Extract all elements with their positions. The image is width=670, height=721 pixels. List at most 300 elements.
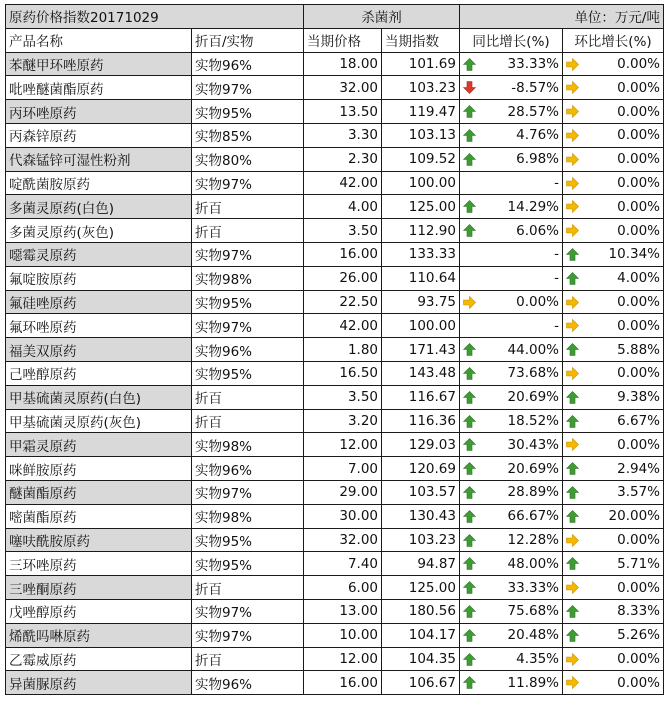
yoy-value: 0.00% <box>516 293 559 310</box>
index-cell: 104.17 <box>382 623 460 647</box>
product-name-cell: 戊唑醇原药 <box>6 599 192 623</box>
column-header-basis: 折百/实物 <box>192 28 304 52</box>
mom-value: 0.00% <box>617 127 660 144</box>
mom-value: 10.34% <box>608 246 660 263</box>
mom-change-cell <box>563 457 664 481</box>
right-arrow-icon <box>566 105 579 118</box>
price-cell: 3.20 <box>304 409 382 433</box>
table-row <box>6 576 664 600</box>
yoy-value: 20.69% <box>507 389 559 406</box>
up-arrow-icon <box>566 462 579 475</box>
index-cell: 103.23 <box>382 76 460 100</box>
yoy-value: 4.76% <box>516 127 559 144</box>
mom-change-cell <box>563 147 664 171</box>
mom-value: 5.88% <box>617 341 660 358</box>
price-index-sheet <box>5 4 663 717</box>
price-cell: 18.00 <box>304 52 382 76</box>
yoy-value: 4.35% <box>516 650 559 667</box>
up-arrow-icon <box>463 129 476 142</box>
yoy-value: - <box>554 174 559 191</box>
basis-cell: 实物85% <box>192 123 304 147</box>
yoy-change-cell <box>460 457 563 481</box>
table-row <box>6 480 664 504</box>
table-row <box>6 52 664 76</box>
basis-cell: 实物95% <box>192 552 304 576</box>
yoy-value: 44.00% <box>507 341 559 358</box>
product-name-cell: 嘧菌酯原药 <box>6 504 192 528</box>
up-arrow-icon <box>566 343 579 356</box>
product-name-cell: 苯醚甲环唑原药 <box>6 52 192 76</box>
mom-change-cell <box>563 671 664 695</box>
yoy-value: 73.68% <box>507 365 559 382</box>
index-cell: 106.67 <box>382 671 460 695</box>
column-header-name: 产品名称 <box>6 28 192 52</box>
table-row <box>6 290 664 314</box>
yoy-change-cell <box>460 623 563 647</box>
index-cell: 103.57 <box>382 480 460 504</box>
column-header-price: 当期价格 <box>304 28 382 52</box>
price-cell: 32.00 <box>304 76 382 100</box>
yoy-value: 33.33% <box>507 579 559 596</box>
price-cell: 32.00 <box>304 528 382 552</box>
basis-cell: 实物98% <box>192 266 304 290</box>
table-row <box>6 76 664 100</box>
up-arrow-icon <box>463 557 476 570</box>
mom-value: 0.00% <box>617 650 660 667</box>
index-cell: 100.00 <box>382 314 460 338</box>
right-arrow-icon <box>463 296 476 309</box>
up-arrow-icon <box>566 415 579 428</box>
index-cell: 103.13 <box>382 123 460 147</box>
yoy-value: 18.52% <box>507 412 559 429</box>
yoy-change-cell <box>460 52 563 76</box>
basis-cell: 折百 <box>192 219 304 243</box>
up-arrow-icon <box>463 676 476 689</box>
mom-change-cell <box>563 480 664 504</box>
yoy-change-cell <box>460 171 563 195</box>
price-cell: 1.80 <box>304 338 382 362</box>
index-cell: 119.47 <box>382 100 460 124</box>
yoy-change-cell <box>460 433 563 457</box>
table-row <box>6 433 664 457</box>
product-name-cell: 乙霉威原药 <box>6 647 192 671</box>
up-arrow-icon <box>566 605 579 618</box>
yoy-value: 48.00% <box>507 555 559 572</box>
table-row <box>6 242 664 266</box>
table-title: 原药价格指数20171029 <box>6 5 304 29</box>
yoy-change-cell <box>460 647 563 671</box>
column-header-index: 当期指数 <box>382 28 460 52</box>
yoy-value: 33.33% <box>507 55 559 72</box>
mom-change-cell <box>563 552 664 576</box>
mom-change-cell <box>563 599 664 623</box>
mom-value: 6.67% <box>617 412 660 429</box>
mom-change-cell <box>563 409 664 433</box>
index-cell: 101.69 <box>382 52 460 76</box>
mom-value: 20.00% <box>608 508 660 525</box>
price-cell: 13.50 <box>304 100 382 124</box>
up-arrow-icon <box>463 486 476 499</box>
price-cell: 16.00 <box>304 671 382 695</box>
table-row <box>6 338 664 362</box>
mom-change-cell <box>563 219 664 243</box>
yoy-value: 14.29% <box>507 198 559 215</box>
up-arrow-icon <box>463 438 476 451</box>
table-row <box>6 457 664 481</box>
price-cell: 4.00 <box>304 195 382 219</box>
product-name-cell: 己唑醇原药 <box>6 361 192 385</box>
yoy-change-cell <box>460 266 563 290</box>
basis-cell: 折百 <box>192 409 304 433</box>
price-cell: 3.30 <box>304 123 382 147</box>
yoy-value: 28.89% <box>507 484 559 501</box>
mom-value: 0.00% <box>617 579 660 596</box>
index-cell: 104.35 <box>382 647 460 671</box>
product-name-cell: 咪鲜胺原药 <box>6 457 192 481</box>
mom-change-cell <box>563 314 664 338</box>
up-arrow-icon <box>566 248 579 261</box>
table-row <box>6 219 664 243</box>
category-label: 杀菌剂 <box>304 5 460 29</box>
table-row <box>6 647 664 671</box>
up-arrow-icon <box>566 272 579 285</box>
mom-value: 0.00% <box>617 198 660 215</box>
product-name-cell: 噁霉灵原药 <box>6 242 192 266</box>
up-arrow-icon <box>566 557 579 570</box>
basis-cell: 实物95% <box>192 361 304 385</box>
yoy-value: 20.69% <box>507 460 559 477</box>
table-row <box>6 266 664 290</box>
table-row <box>6 409 664 433</box>
price-cell: 42.00 <box>304 314 382 338</box>
basis-cell: 实物80% <box>192 147 304 171</box>
mom-change-cell <box>563 52 664 76</box>
product-name-cell: 福美双原药 <box>6 338 192 362</box>
price-cell: 22.50 <box>304 290 382 314</box>
basis-cell: 实物97% <box>192 314 304 338</box>
mom-value: 0.00% <box>617 531 660 548</box>
price-cell: 6.00 <box>304 576 382 600</box>
product-name-cell: 丙环唑原药 <box>6 100 192 124</box>
product-name-cell: 多菌灵原药(白色) <box>6 195 192 219</box>
up-arrow-icon <box>463 462 476 475</box>
title-row <box>6 5 664 29</box>
basis-cell: 实物98% <box>192 433 304 457</box>
yoy-value: 66.67% <box>507 508 559 525</box>
product-name-cell: 代森锰锌可湿性粉剂 <box>6 147 192 171</box>
up-arrow-icon <box>463 200 476 213</box>
up-arrow-icon <box>463 605 476 618</box>
up-arrow-icon <box>463 510 476 523</box>
up-arrow-icon <box>566 486 579 499</box>
mom-change-cell <box>563 576 664 600</box>
product-name-cell: 甲基硫菌灵原药(灰色) <box>6 409 192 433</box>
mom-change-cell <box>563 338 664 362</box>
mom-value: 0.00% <box>617 79 660 96</box>
price-cell: 30.00 <box>304 504 382 528</box>
right-arrow-icon <box>566 653 579 666</box>
index-cell: 103.23 <box>382 528 460 552</box>
basis-cell: 实物95% <box>192 100 304 124</box>
yoy-value: 12.28% <box>507 531 559 548</box>
yoy-change-cell <box>460 576 563 600</box>
price-cell: 3.50 <box>304 385 382 409</box>
product-name-cell: 噻呋酰胺原药 <box>6 528 192 552</box>
index-cell: 130.43 <box>382 504 460 528</box>
basis-cell: 实物96% <box>192 457 304 481</box>
price-cell: 12.00 <box>304 647 382 671</box>
basis-cell: 折百 <box>192 385 304 409</box>
mom-change-cell <box>563 123 664 147</box>
basis-cell: 实物96% <box>192 52 304 76</box>
yoy-change-cell <box>460 361 563 385</box>
up-arrow-icon <box>463 153 476 166</box>
index-cell: 93.75 <box>382 290 460 314</box>
yoy-value: - <box>554 246 559 263</box>
index-cell: 125.00 <box>382 576 460 600</box>
mom-value: 5.26% <box>617 627 660 644</box>
mom-value: 0.00% <box>617 436 660 453</box>
index-cell: 143.48 <box>382 361 460 385</box>
column-header-mom: 环比增长(%) <box>563 28 664 52</box>
basis-cell: 实物97% <box>192 76 304 100</box>
table-row <box>6 361 664 385</box>
mom-value: 0.00% <box>617 317 660 334</box>
product-name-cell: 醚菌酯原药 <box>6 480 192 504</box>
right-arrow-icon <box>566 534 579 547</box>
up-arrow-icon <box>463 534 476 547</box>
yoy-change-cell <box>460 123 563 147</box>
yoy-change-cell <box>460 671 563 695</box>
yoy-change-cell <box>460 552 563 576</box>
table-row <box>6 385 664 409</box>
basis-cell: 折百 <box>192 647 304 671</box>
right-arrow-icon <box>566 200 579 213</box>
basis-cell: 实物97% <box>192 171 304 195</box>
mom-change-cell <box>563 290 664 314</box>
product-name-cell: 啶酰菌胺原药 <box>6 171 192 195</box>
index-cell: 116.67 <box>382 385 460 409</box>
yoy-change-cell <box>460 409 563 433</box>
index-cell: 180.56 <box>382 599 460 623</box>
mom-change-cell <box>563 504 664 528</box>
up-arrow-icon <box>463 629 476 642</box>
basis-cell: 实物95% <box>192 290 304 314</box>
table-row <box>6 599 664 623</box>
right-arrow-icon <box>566 81 579 94</box>
yoy-value: 6.98% <box>516 151 559 168</box>
price-cell: 29.00 <box>304 480 382 504</box>
mom-change-cell <box>563 647 664 671</box>
price-cell: 12.00 <box>304 433 382 457</box>
basis-cell: 折百 <box>192 576 304 600</box>
mom-change-cell <box>563 195 664 219</box>
basis-cell: 实物95% <box>192 528 304 552</box>
yoy-value: - <box>554 270 559 287</box>
yoy-change-cell <box>460 314 563 338</box>
up-arrow-icon <box>566 391 579 404</box>
mom-change-cell <box>563 385 664 409</box>
mom-change-cell <box>563 76 664 100</box>
mom-change-cell <box>563 171 664 195</box>
right-arrow-icon <box>566 177 579 190</box>
up-arrow-icon <box>463 105 476 118</box>
up-arrow-icon <box>463 391 476 404</box>
yoy-change-cell <box>460 504 563 528</box>
yoy-value: 20.48% <box>507 627 559 644</box>
up-arrow-icon <box>566 629 579 642</box>
price-cell: 16.50 <box>304 361 382 385</box>
column-header-yoy: 同比增长(%) <box>460 28 563 52</box>
mom-change-cell <box>563 266 664 290</box>
right-arrow-icon <box>566 438 579 451</box>
mom-value: 3.57% <box>617 484 660 501</box>
mom-value: 0.00% <box>617 222 660 239</box>
table-row <box>6 100 664 124</box>
right-arrow-icon <box>566 153 579 166</box>
table-row <box>6 147 664 171</box>
right-arrow-icon <box>566 581 579 594</box>
yoy-value: 75.68% <box>507 603 559 620</box>
index-cell: 133.33 <box>382 242 460 266</box>
mom-value: 0.00% <box>617 365 660 382</box>
table-row <box>6 552 664 576</box>
yoy-change-cell <box>460 147 563 171</box>
index-cell: 171.43 <box>382 338 460 362</box>
table-row <box>6 314 664 338</box>
index-cell: 109.52 <box>382 147 460 171</box>
basis-cell: 实物98% <box>192 504 304 528</box>
product-name-cell: 氟硅唑原药 <box>6 290 192 314</box>
table-row <box>6 504 664 528</box>
right-arrow-icon <box>566 129 579 142</box>
product-name-cell: 氟啶胺原药 <box>6 266 192 290</box>
basis-cell: 实物96% <box>192 671 304 695</box>
price-cell: 2.30 <box>304 147 382 171</box>
yoy-change-cell <box>460 242 563 266</box>
mom-value: 0.00% <box>617 151 660 168</box>
product-name-cell: 三唑酮原药 <box>6 576 192 600</box>
mom-value: 2.94% <box>617 460 660 477</box>
mom-value: 8.33% <box>617 603 660 620</box>
index-cell: 110.64 <box>382 266 460 290</box>
product-name-cell: 丙森锌原药 <box>6 123 192 147</box>
right-arrow-icon <box>566 224 579 237</box>
column-header-row <box>6 28 664 52</box>
product-name-cell: 甲基硫菌灵原药(白色) <box>6 385 192 409</box>
yoy-change-cell <box>460 219 563 243</box>
table-row <box>6 671 664 695</box>
table-row <box>6 528 664 552</box>
price-cell: 13.00 <box>304 599 382 623</box>
down-arrow-icon <box>463 81 476 94</box>
table-row <box>6 123 664 147</box>
yoy-value: -8.57% <box>511 79 559 96</box>
up-arrow-icon <box>463 653 476 666</box>
product-name-cell: 三环唑原药 <box>6 552 192 576</box>
mom-value: 0.00% <box>617 103 660 120</box>
yoy-change-cell <box>460 195 563 219</box>
price-index-table <box>5 4 664 695</box>
index-cell: 129.03 <box>382 433 460 457</box>
right-arrow-icon <box>566 367 579 380</box>
price-cell: 16.00 <box>304 242 382 266</box>
product-name-cell: 烯酰吗啉原药 <box>6 623 192 647</box>
mom-value: 9.38% <box>617 389 660 406</box>
index-cell: 116.36 <box>382 409 460 433</box>
basis-cell: 实物97% <box>192 599 304 623</box>
mom-change-cell <box>563 433 664 457</box>
yoy-value: 11.89% <box>507 674 559 691</box>
up-arrow-icon <box>463 415 476 428</box>
product-name-cell: 甲霜灵原药 <box>6 433 192 457</box>
yoy-change-cell <box>460 338 563 362</box>
mom-change-cell <box>563 100 664 124</box>
product-name-cell: 吡唑醚菌酯原药 <box>6 76 192 100</box>
mom-change-cell <box>563 242 664 266</box>
table-row <box>6 195 664 219</box>
mom-value: 0.00% <box>617 293 660 310</box>
mom-value: 0.00% <box>617 674 660 691</box>
yoy-change-cell <box>460 599 563 623</box>
up-arrow-icon <box>566 510 579 523</box>
basis-cell: 折百 <box>192 195 304 219</box>
yoy-change-cell <box>460 528 563 552</box>
table-row <box>6 171 664 195</box>
unit-label: 单位：万元/吨 <box>460 5 664 29</box>
up-arrow-icon <box>463 581 476 594</box>
yoy-value: 28.57% <box>507 103 559 120</box>
product-name-cell: 氟环唑原药 <box>6 314 192 338</box>
price-cell: 7.40 <box>304 552 382 576</box>
price-cell: 10.00 <box>304 623 382 647</box>
right-arrow-icon <box>566 58 579 71</box>
index-cell: 120.69 <box>382 457 460 481</box>
product-name-cell: 多菌灵原药(灰色) <box>6 219 192 243</box>
mom-value: 4.00% <box>617 270 660 287</box>
basis-cell: 实物96% <box>192 338 304 362</box>
table-row <box>6 623 664 647</box>
up-arrow-icon <box>463 224 476 237</box>
basis-cell: 实物97% <box>192 480 304 504</box>
index-cell: 100.00 <box>382 171 460 195</box>
yoy-change-cell <box>460 290 563 314</box>
up-arrow-icon <box>463 343 476 356</box>
mom-value: 0.00% <box>617 55 660 72</box>
yoy-change-cell <box>460 480 563 504</box>
yoy-change-cell <box>460 385 563 409</box>
index-cell: 125.00 <box>382 195 460 219</box>
yoy-change-cell <box>460 100 563 124</box>
up-arrow-icon <box>463 367 476 380</box>
product-name-cell: 异菌脲原药 <box>6 671 192 695</box>
yoy-value: 30.43% <box>507 436 559 453</box>
price-cell: 26.00 <box>304 266 382 290</box>
mom-change-cell <box>563 528 664 552</box>
yoy-change-cell <box>460 76 563 100</box>
yoy-value: 6.06% <box>516 222 559 239</box>
basis-cell: 实物97% <box>192 623 304 647</box>
yoy-value: - <box>554 317 559 334</box>
right-arrow-icon <box>566 319 579 332</box>
index-cell: 94.87 <box>382 552 460 576</box>
mom-change-cell <box>563 361 664 385</box>
right-arrow-icon <box>566 296 579 309</box>
up-arrow-icon <box>463 58 476 71</box>
mom-value: 5.71% <box>617 555 660 572</box>
price-cell: 7.00 <box>304 457 382 481</box>
index-cell: 112.90 <box>382 219 460 243</box>
